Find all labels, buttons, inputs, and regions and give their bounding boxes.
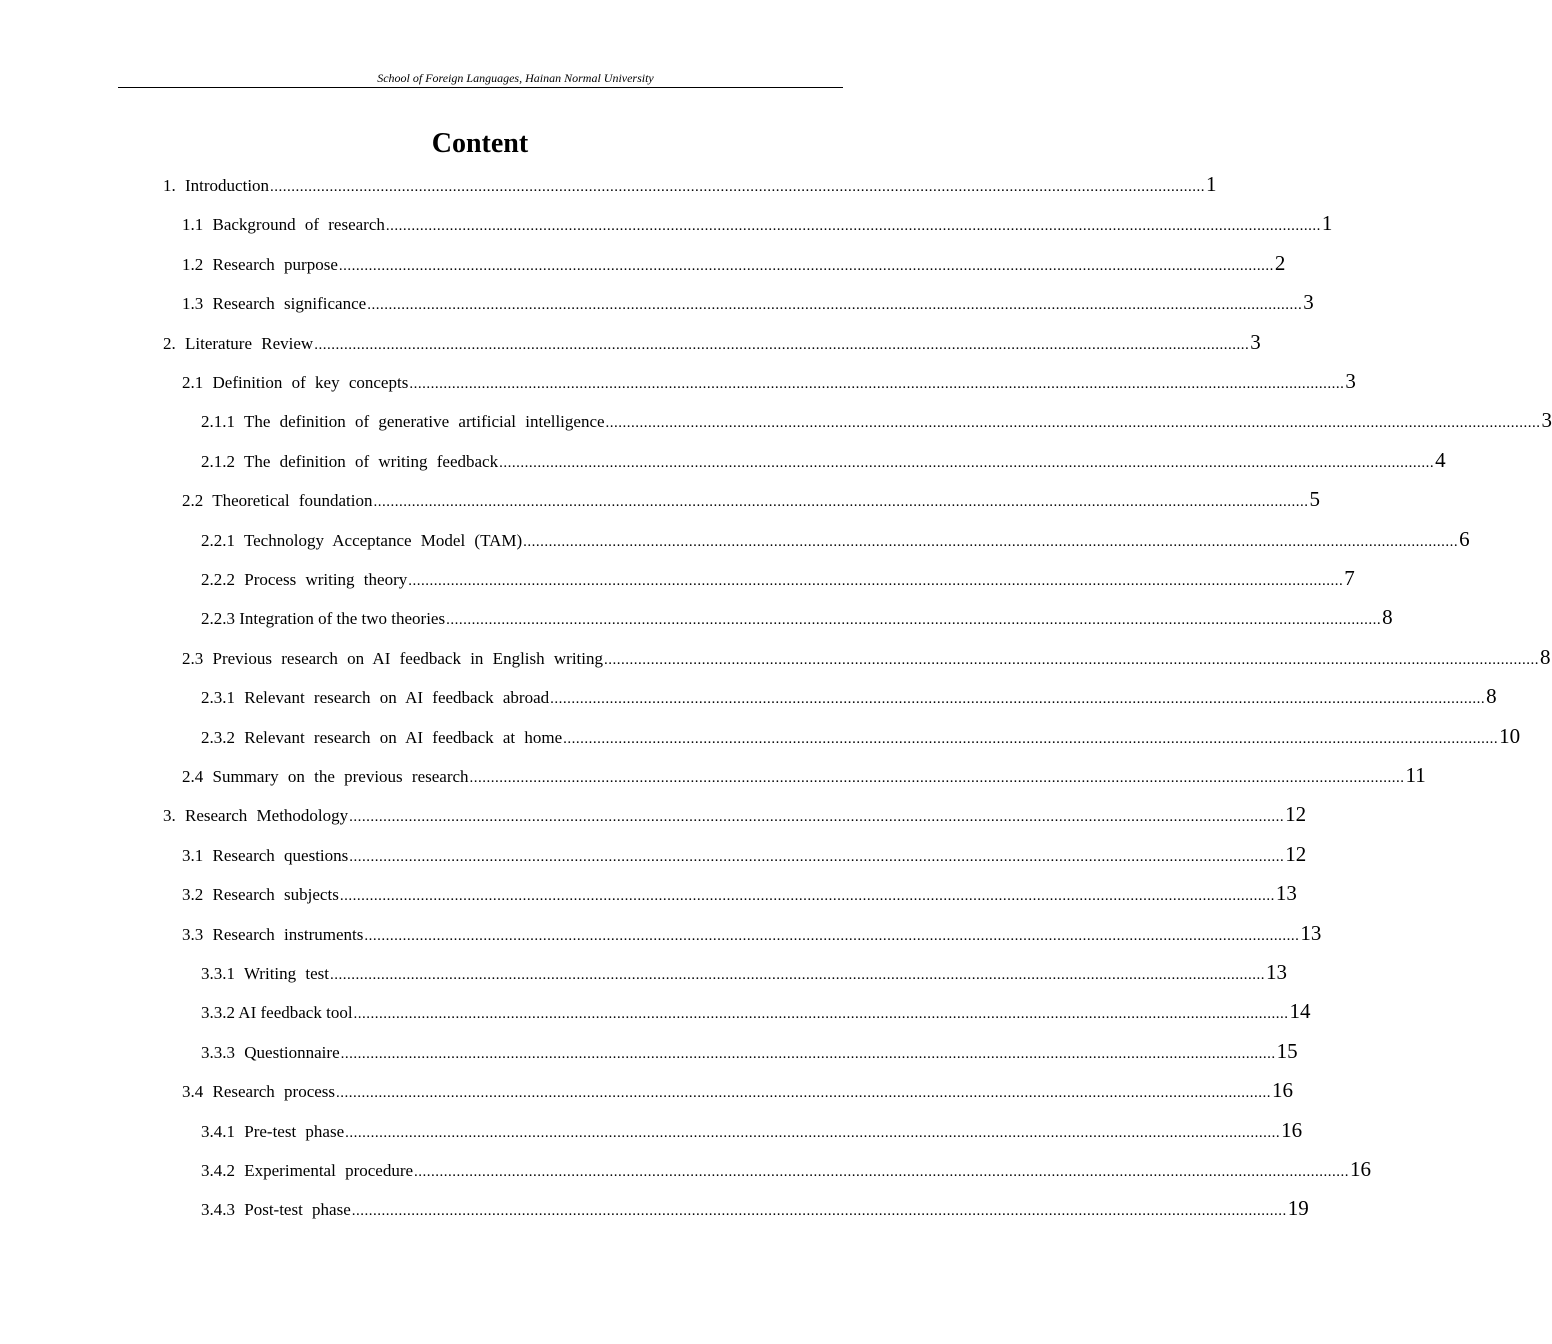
toc-page-number: 3 (1303, 290, 1314, 315)
toc-entry[interactable] (182, 914, 1322, 953)
toc-entry-title: 3.3.1 Writing test (201, 964, 329, 983)
toc-entry[interactable] (201, 441, 1446, 480)
toc-page-number: 13 (1275, 881, 1297, 906)
toc-entry[interactable] (182, 874, 1297, 913)
toc-dot-leader: ............................................................................................................................................................................................................................ (340, 1045, 1276, 1062)
toc-entry[interactable] (201, 1111, 1303, 1150)
toc-entry-title: 3.3.2 AI feedback tool (201, 1003, 353, 1023)
toc-entry[interactable] (163, 323, 1261, 362)
toc-entry-title: 2.2 Theoretical foundation (182, 491, 373, 511)
toc-page-number: 7 (1344, 566, 1355, 590)
toc-entry-title: 3. Research Methodology (163, 806, 349, 826)
toc-entry[interactable] (163, 795, 1307, 834)
toc-page-number: 13 (1266, 960, 1287, 984)
toc-entry-title: 3.4.1 Pre-test phase (201, 1121, 345, 1141)
toc-entry-title: 1. Introduction (163, 176, 270, 195)
toc-page-number: 1 (1321, 211, 1333, 236)
toc-entry-title: 2.3 Previous research on AI feedback in English writing (182, 648, 603, 668)
toc-entry[interactable] (201, 520, 1470, 559)
toc-entry-title: 1.2 Research purpose (182, 254, 338, 274)
toc-entry-title: 1.1 Background of research (182, 215, 385, 235)
toc-entry[interactable] (182, 835, 1307, 874)
toc-entry[interactable] (201, 1032, 1298, 1071)
toc-page-number: 16 (1272, 1078, 1294, 1103)
toc-dot-leader: ............................................................................................................................................................................................................................ (414, 1164, 1350, 1180)
toc-entry[interactable] (201, 401, 1552, 440)
toc-dot-leader: ............................................................................................................................................................................................................................ (550, 691, 1486, 708)
toc-entry-title: 2.1.1 The definition of generative artificial intelligence (201, 412, 605, 432)
toc-page-number: 16 (1281, 1117, 1303, 1142)
toc-dot-leader: ............................................................................................................................................................................................................................ (499, 454, 1435, 471)
toc-entry-title: 3.2 Research subjects (182, 885, 339, 905)
toc-page-number: 12 (1285, 841, 1307, 866)
toc-entry[interactable] (201, 1189, 1309, 1228)
toc-entry[interactable] (182, 362, 1356, 401)
toc-page-number: 3 (1250, 329, 1261, 354)
toc-dot-leader: ............................................................................................................................................................................................................................ (351, 1203, 1287, 1220)
toc-page-number: 4 (1435, 447, 1446, 472)
toc-entry[interactable] (182, 283, 1314, 322)
toc-dot-leader: ............................................................................................................................................................................................................................ (345, 1124, 1281, 1141)
toc-entry-title: 3.1 Research questions (182, 845, 349, 865)
toc-dot-leader: ............................................................................................................................................................................................................................ (446, 612, 1382, 629)
toc-page-number: 13 (1300, 920, 1322, 945)
toc-dot-leader: ............................................................................................................................................................................................................................ (469, 770, 1405, 786)
toc-page-number: 3 (1541, 408, 1552, 433)
toc-page-number: 15 (1276, 1038, 1298, 1063)
toc-entry-title: 3.4.2 Experimental procedure (201, 1161, 414, 1180)
toc-entry[interactable] (201, 598, 1393, 637)
toc-page-number: 10 (1499, 723, 1521, 748)
toc-page-number: 1 (1206, 172, 1217, 196)
toc-entry[interactable] (182, 480, 1320, 519)
toc-entry-title: 3.3 Research instruments (182, 924, 364, 944)
toc-entry-title: 2.2.3 Integration of the two theories (201, 609, 446, 629)
toc-dot-leader: ............................................................................................................................................................................................................................ (349, 809, 1285, 826)
toc-page-number: 6 (1459, 526, 1470, 551)
toc-page-number: 11 (1405, 763, 1426, 787)
toc-entry[interactable] (163, 165, 1217, 204)
toc-entry[interactable] (182, 204, 1333, 243)
toc-dot-leader: ............................................................................................................................................................................................................................ (523, 533, 1459, 550)
toc-dot-leader: ............................................................................................................................................................................................................................ (336, 1085, 1272, 1102)
toc-entry[interactable] (182, 756, 1426, 795)
toc-entry[interactable] (201, 992, 1311, 1031)
toc-entry-title: 2.3.1 Relevant research on AI feedback abroad (201, 688, 550, 708)
toc-dot-leader: ............................................................................................................................................................................................................................ (367, 297, 1303, 314)
toc-dot-leader: ............................................................................................................................................................................................................................ (385, 218, 1321, 235)
toc-entry-title: 2.1.2 The definition of writing feedback (201, 451, 499, 471)
toc-entry-title: 3.4 Research process (182, 1082, 336, 1102)
toc-page-number: 8 (1486, 684, 1497, 709)
toc-entry[interactable] (201, 717, 1521, 756)
running-header-text: School of Foreign Languages, Hainan Normal University (377, 71, 654, 85)
toc-page-number: 2 (1274, 250, 1286, 275)
page-title: Content (431, 128, 529, 159)
toc-entry-title: 2.2.1 Technology Acceptance Model (TAM) (201, 530, 523, 550)
toc-dot-leader: ............................................................................................................................................................................................................................ (604, 651, 1539, 668)
toc-dot-leader: ............................................................................................................................................................................................................................ (563, 730, 1499, 747)
toc-entry-title: 2.3.2 Relevant research on AI feedback at home (201, 727, 563, 747)
toc-entry-title: 2.1 Definition of key concepts (182, 373, 409, 392)
toc-entry-title: 3.3.3 Questionnaire (201, 1042, 340, 1062)
toc-entry[interactable] (201, 559, 1355, 598)
toc-dot-leader: ............................................................................................................................................................................................................................ (349, 848, 1285, 865)
toc-entry[interactable] (182, 638, 1551, 677)
toc-page-number: 3 (1345, 369, 1356, 393)
toc-dot-leader: ............................................................................................................................................................................................................................ (408, 573, 1344, 589)
toc-dot-leader: ............................................................................................................................................................................................................................ (314, 336, 1250, 353)
toc-page-number: 8 (1382, 605, 1393, 630)
toc-page-number: 14 (1289, 999, 1311, 1024)
toc-entry-title: 3.4.3 Post-test phase (201, 1200, 351, 1220)
toc-dot-leader: ............................................................................................................................................................................................................................ (364, 927, 1300, 944)
toc-page-number: 19 (1287, 1196, 1309, 1221)
toc-page-number: 16 (1350, 1157, 1372, 1181)
toc-dot-leader: ............................................................................................................................................................................................................................ (330, 967, 1265, 983)
toc-dot-leader: ............................................................................................................................................................................................................................ (353, 1006, 1289, 1023)
toc-dot-leader: ............................................................................................................................................................................................................................ (605, 415, 1541, 432)
toc-dot-leader: ............................................................................................................................................................................................................................ (338, 257, 1274, 274)
toc-dot-leader: ............................................................................................................................................................................................................................ (409, 376, 1345, 392)
toc-entry-title: 2.4 Summary on the previous research (182, 767, 469, 786)
toc-entry-title: 2.2.2 Process writing theory (201, 570, 408, 589)
toc-entry[interactable] (182, 244, 1286, 283)
toc-entry[interactable] (201, 1150, 1372, 1189)
toc-entry[interactable] (201, 953, 1287, 992)
toc-page-number: 5 (1309, 487, 1320, 512)
toc-page-number: 8 (1540, 644, 1551, 669)
toc-entry[interactable] (182, 1071, 1294, 1110)
toc-entry-title: 1.3 Research significance (182, 294, 367, 314)
toc-entry-title: 2. Literature Review (163, 333, 314, 353)
toc-page-number: 12 (1285, 802, 1307, 827)
running-header (118, 70, 843, 88)
toc-dot-leader: ............................................................................................................................................................................................................................ (339, 888, 1275, 905)
toc-entry[interactable] (201, 677, 1497, 716)
toc-dot-leader: ............................................................................................................................................................................................................................ (373, 494, 1309, 511)
toc-dot-leader: ............................................................................................................................................................................................................................ (270, 179, 1206, 195)
